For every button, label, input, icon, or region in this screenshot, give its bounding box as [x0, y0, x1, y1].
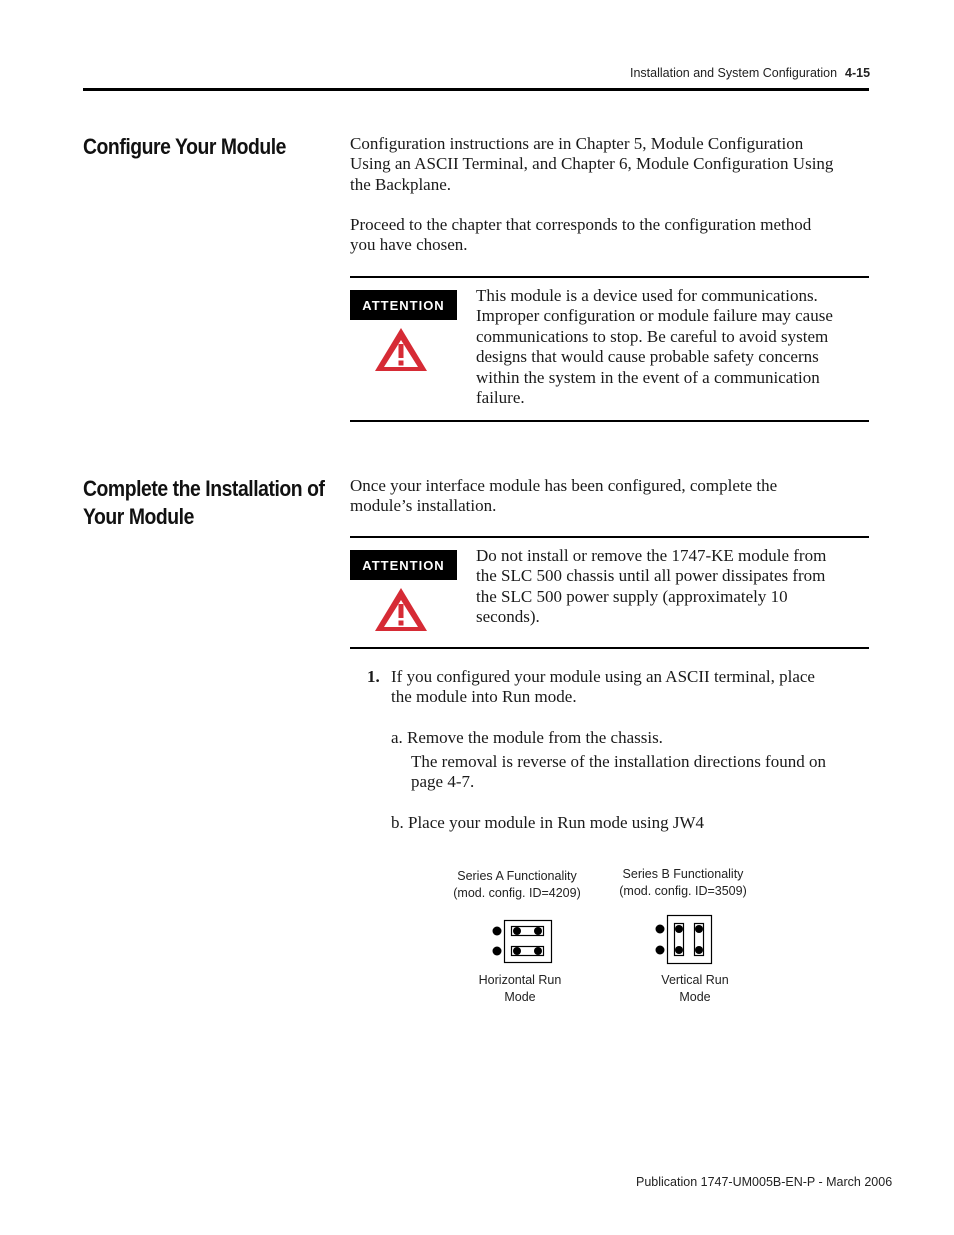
title-line: Your Module — [83, 504, 194, 529]
text-line: Do not install or remove the 1747-KE module from — [476, 546, 827, 565]
text-line: communications to stop. Be careful to avoid system — [476, 326, 829, 346]
title-line: Complete the Installation of — [83, 476, 325, 501]
attention-2-text — [476, 546, 871, 628]
caption-line: (mod. config. ID=3509) — [619, 884, 747, 898]
text-line: the SLC 500 chassis until all power dissipates from — [476, 566, 826, 586]
text-line: If you configured your module using an ASCII terminal, place — [391, 667, 815, 686]
text-line: designs that would cause probable safety concerns — [476, 347, 819, 367]
page-number: 4-15 — [845, 66, 871, 80]
text-line: the module into Run mode. — [391, 687, 577, 707]
caption-line: Mode — [679, 990, 711, 1004]
text-line: you have chosen. — [350, 235, 468, 255]
step-a: a. Remove the module from the chassis. — [391, 728, 663, 747]
series-a-caption — [437, 868, 597, 902]
attention-2-bottom-rule — [350, 647, 869, 649]
text-line: seconds). — [476, 607, 540, 627]
caption-line: Series A Functionality — [457, 869, 577, 883]
text-line: the SLC 500 power supply (approximately 10 — [476, 586, 788, 606]
text-line: the Backplane. — [350, 174, 452, 194]
attention-1-text — [476, 286, 871, 408]
text-line: Proceed to the chapter that corresponds to the configuration method — [350, 215, 812, 234]
warning-triangle-icon — [373, 325, 429, 373]
attention-1-badge: ATTENTION — [350, 290, 457, 320]
horizontal-run-mode-caption — [460, 972, 580, 1006]
caption-line: Horizontal Run — [478, 973, 562, 987]
complete-paragraph-1 — [350, 476, 870, 517]
text-line: Improper configuration or module failure may cause — [476, 306, 833, 326]
vertical-run-mode-caption — [635, 972, 755, 1006]
text-line: This module is a device used for communications. — [476, 286, 818, 305]
caption-line: Mode — [504, 990, 536, 1004]
header-rule — [83, 88, 869, 91]
section-title-complete — [83, 475, 325, 531]
vertical-jumper-diagram — [652, 912, 722, 967]
attention-1-bottom-rule — [350, 420, 869, 422]
step-1-text — [391, 667, 871, 708]
text-line: within the system in the event of a communication — [476, 367, 820, 387]
caption-line: (mod. config. ID=4209) — [453, 886, 581, 900]
text-line: Configuration instructions are in Chapter 5, Module Configuration — [350, 134, 804, 153]
step-b: b. Place your module in Run mode using JW4 — [391, 813, 705, 832]
text-line: module’s installation. — [350, 496, 497, 516]
horizontal-jumper-diagram — [488, 915, 558, 967]
text-line: failure. — [476, 388, 525, 408]
attention-2-badge: ATTENTION — [350, 550, 457, 580]
step-a-detail — [411, 752, 871, 793]
text-line: Once your interface module has been configured, complete the — [350, 476, 778, 495]
caption-line: Vertical Run — [661, 973, 729, 987]
caption-line: Series B Functionality — [622, 867, 744, 881]
text-line: Using an ASCII Terminal, and Chapter 6, Module Configuration Using — [350, 154, 834, 174]
attention-2-top-rule — [350, 536, 869, 538]
warning-triangle-icon — [373, 585, 429, 633]
attention-1-top-rule — [350, 276, 869, 278]
section-title-configure: Configure Your Module — [83, 134, 287, 159]
text-line: The removal is reverse of the installation directions found on — [411, 752, 826, 771]
configure-paragraph-2 — [350, 215, 870, 256]
text-line: page 4-7. — [411, 772, 475, 792]
series-b-caption — [603, 866, 763, 900]
configure-paragraph-1 — [350, 134, 870, 195]
step-1-number: 1. — [367, 667, 380, 686]
running-header: Installation and System Configuration — [630, 66, 838, 80]
publication-footer: Publication 1747-UM005B-EN-P - March 2006 — [636, 1175, 893, 1189]
